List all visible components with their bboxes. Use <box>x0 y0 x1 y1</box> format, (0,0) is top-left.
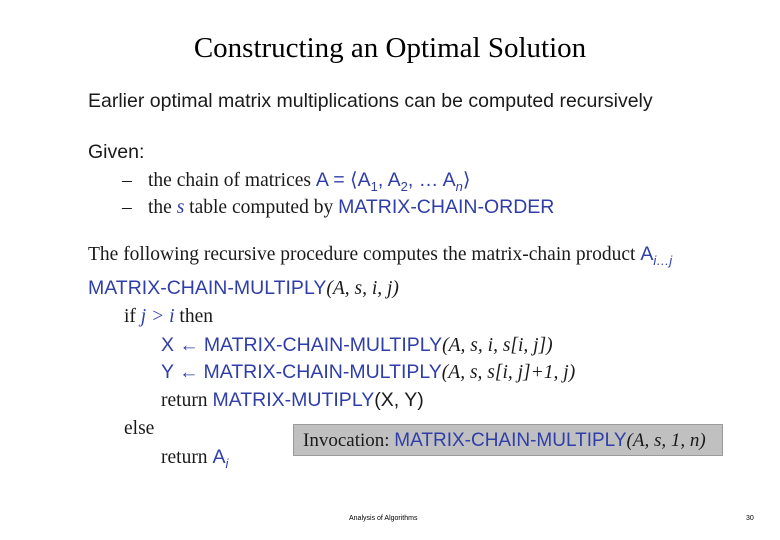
x-assign-line: X ← MATRIX-CHAIN-MULTIPLY(A, s, i, s[i, j]) <box>161 334 553 356</box>
invocation-label: Invocation: <box>303 430 390 451</box>
procedure-intro: The following recursive procedure computes the matrix-chain product $A_{i\dots j}$ <box>88 243 673 268</box>
matrix-chain-order-name: MATRIX-CHAIN-ORDER <box>338 196 555 218</box>
footer-page-number: 30 <box>746 515 754 522</box>
invocation-args: (A, s, 1, n) <box>626 430 706 451</box>
bullet-chain-text: the chain of matrices <box>148 170 311 191</box>
dash-marker: – <box>122 197 132 218</box>
s-symbol: s <box>176 197 185 218</box>
bullet-chain <box>122 168 470 194</box>
return-multiply-line: return MATRIX-MUTIPLY(X, Y) <box>161 389 424 411</box>
procedure-header: MATRIX-CHAIN-MULTIPLY(A, s, i, j) <box>88 277 399 299</box>
slide-title: Constructing an Optimal Solution <box>193 32 587 64</box>
invocation-call: MATRIX-CHAIN-MULTIPLY <box>394 430 627 451</box>
bullet-s-text-b: table computed by <box>189 197 334 218</box>
given-label: Given: <box>88 141 145 163</box>
return-ai-line: return $A_i$ <box>161 446 229 471</box>
chain-math: $A = ⟨A_1$, $A_2$, … $A_n⟩$ <box>315 169 471 194</box>
intro-text: Earlier optimal matrix multiplications can be computed recursively <box>88 90 653 112</box>
if-line: if j > i then <box>124 306 213 327</box>
y-assign-line: Y ← MATRIX-CHAIN-MULTIPLY(A, s, s[i, j]+1, j) <box>161 361 576 383</box>
dash-marker: – <box>122 170 132 191</box>
else-line: else <box>124 418 155 439</box>
bullet-s-text: the <box>148 197 172 218</box>
bullet-s-table <box>122 196 554 219</box>
footer-course: Analysis of Algorithms <box>349 515 418 522</box>
invocation-box <box>293 424 723 456</box>
